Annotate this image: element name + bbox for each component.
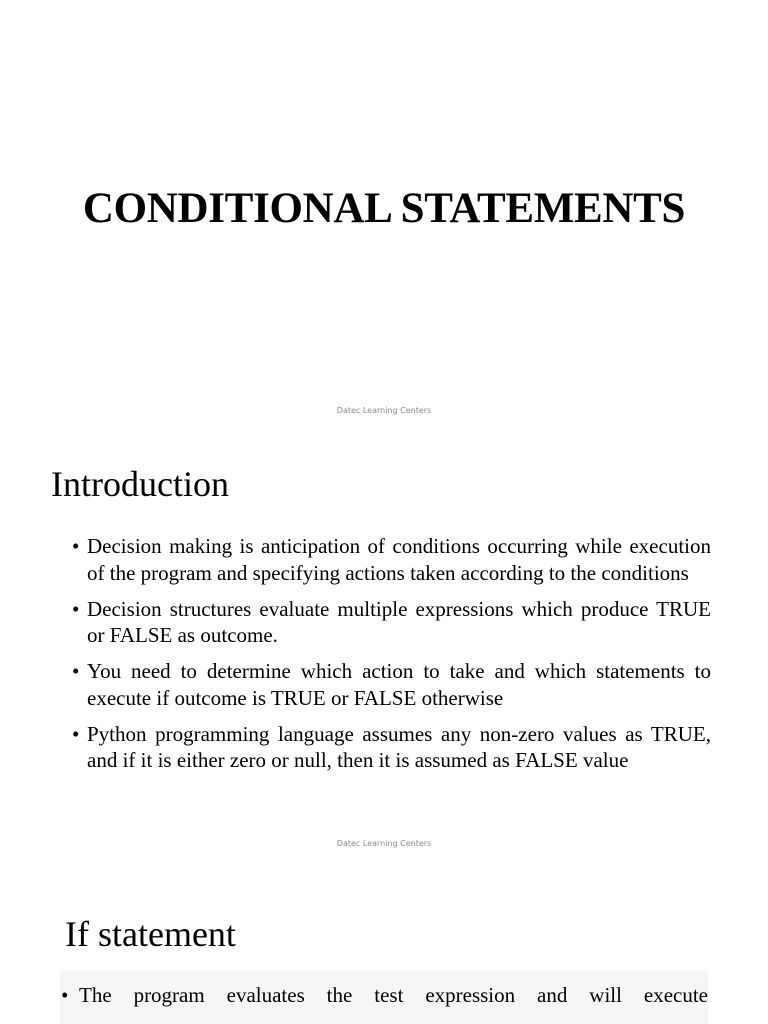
bullet-icon: •	[72, 596, 80, 621]
bullet-icon: •	[72, 659, 80, 683]
list-item	[72, 596, 711, 649]
bullet-icon: •	[61, 983, 69, 1007]
list-item	[72, 721, 711, 774]
bullet-list	[72, 533, 711, 783]
slide-heading-introduction: Introduction	[51, 464, 229, 504]
slide-footer: Datec Learning Centers	[336, 406, 432, 415]
bullet-icon: •	[72, 534, 80, 558]
slide-title	[0, 0, 768, 432]
bullet-icon: •	[72, 721, 80, 746]
list-item	[72, 658, 711, 711]
list-item	[72, 533, 711, 586]
slide-title-heading: CONDITIONAL STATEMENTS	[82, 185, 686, 232]
list-item	[61, 982, 708, 1009]
bullet-text: You need to determine which action to take and which statements to execute if outcome is TRUE or FALSE otherwise	[87, 659, 711, 710]
bullet-list	[61, 982, 708, 1018]
slide-heading-if-statement: If statement	[65, 914, 236, 954]
bullet-text: The program evaluates the test expression and will execute	[79, 983, 708, 1007]
bullet-text: Python programming language assumes any non-zero values as TRUE, and if it is either zero or null, then it is assumed as FALSE value	[87, 721, 711, 772]
slide-introduction	[0, 432, 768, 862]
slide-if-statement	[0, 862, 768, 1024]
slide-footer: Datec Learning Centers	[336, 839, 432, 848]
bullet-text: Decision structures evaluate multiple expressions which produce TRUE or FALSE as outcome.	[87, 596, 711, 647]
bullet-text: Decision making is anticipation of conditions occurring while execution of the program and specifying actions taken according to the conditions	[87, 534, 711, 585]
